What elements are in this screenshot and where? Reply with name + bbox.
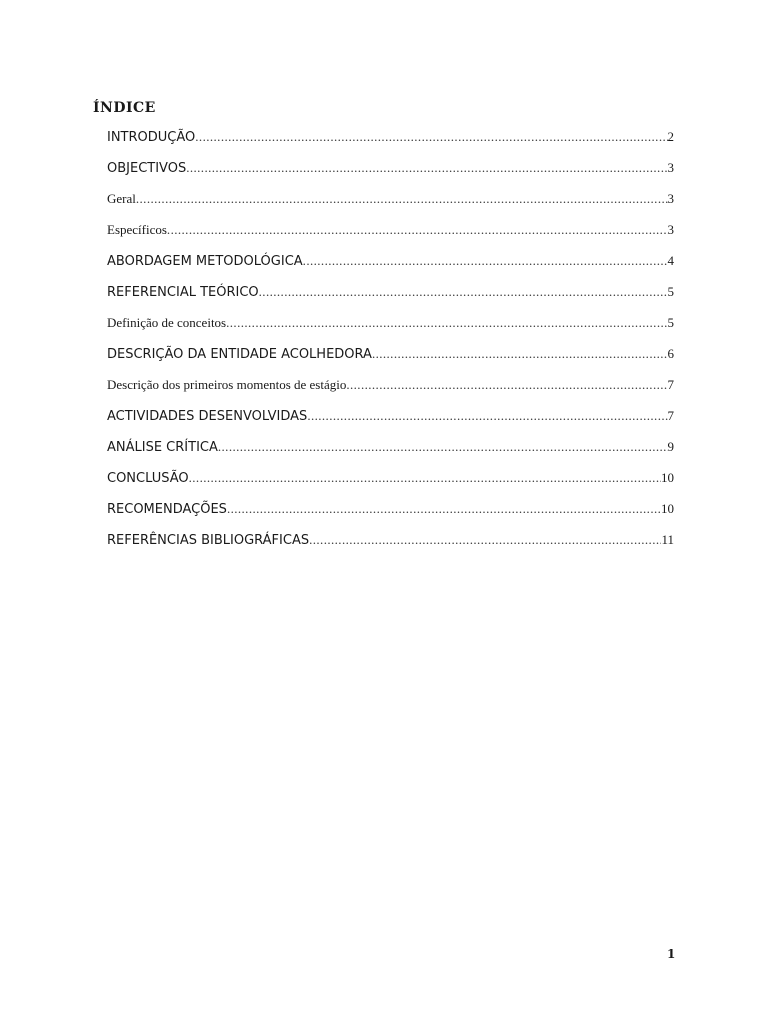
toc-entry-page: 6 — [667, 346, 674, 361]
toc-entry-label: ABORDAGEM METODOLÓGICA — [107, 254, 303, 269]
toc-entry[interactable] — [107, 282, 674, 313]
toc-entry[interactable] — [107, 437, 674, 468]
toc-entry-label: REFERÊNCIAS BIBLIOGRÁFICAS — [107, 533, 310, 548]
toc-entry-label: OBJECTIVOS — [107, 161, 187, 176]
toc-entry[interactable] — [107, 344, 674, 375]
toc-dot-leader — [186, 158, 667, 178]
toc-entry-label: INTRODUÇÃO — [107, 130, 196, 145]
toc-entry-page: 5 — [667, 284, 674, 299]
page-number: 1 — [667, 947, 676, 961]
toc-entry-page: 7 — [667, 408, 674, 423]
toc-entry-label: Definição de conceitos — [107, 315, 227, 330]
toc-entry-label: RECOMENDAÇÕES — [107, 502, 227, 517]
toc-dot-leader — [218, 437, 668, 457]
toc-dot-leader — [189, 468, 661, 488]
toc-dot-leader — [372, 344, 668, 364]
toc-entry[interactable] — [107, 127, 674, 158]
toc-entry-page: 2 — [667, 129, 674, 144]
toc-entry-page: 3 — [667, 191, 674, 206]
toc-entry-page: 4 — [667, 253, 674, 268]
toc-dot-leader — [226, 313, 667, 333]
toc-entry-label: Geral — [107, 191, 136, 206]
toc-entry[interactable] — [107, 158, 674, 189]
toc-entry-page: 5 — [667, 315, 674, 330]
toc-dot-leader — [259, 282, 668, 302]
toc-entry-page: 3 — [667, 160, 674, 175]
toc-entry-page: 10 — [661, 501, 674, 516]
toc-dot-leader — [309, 530, 661, 550]
toc-entry[interactable] — [107, 189, 674, 220]
toc-entry-label: REFERENCIAL TEÓRICO — [107, 285, 259, 300]
toc-entry-label: ACTIVIDADES DESENVOLVIDAS — [107, 409, 308, 424]
toc-dot-leader — [136, 189, 668, 209]
table-of-contents — [107, 127, 674, 561]
toc-dot-leader — [303, 251, 668, 271]
toc-entry-label: Específicos — [107, 222, 167, 237]
toc-dot-leader — [227, 499, 661, 519]
toc-dot-leader — [167, 220, 668, 240]
toc-dot-leader — [307, 406, 667, 426]
toc-entry-page: 11 — [661, 532, 674, 547]
toc-entry[interactable] — [107, 375, 674, 406]
toc-entry-page: 10 — [661, 470, 674, 485]
toc-entry[interactable] — [107, 220, 674, 251]
toc-entry-label: CONCLUSÃO — [107, 471, 189, 486]
toc-entry[interactable] — [107, 468, 674, 499]
toc-entry-label: Descrição dos primeiros momentos de estágio — [107, 377, 347, 392]
toc-entry[interactable] — [107, 406, 674, 437]
toc-entry[interactable] — [107, 313, 674, 344]
toc-entry-page: 7 — [667, 377, 674, 392]
toc-entry-page: 9 — [667, 439, 674, 454]
toc-entry-page: 3 — [667, 222, 674, 237]
toc-entry-label: DESCRIÇÃO DA ENTIDADE ACOLHEDORA — [107, 347, 372, 362]
toc-entry[interactable] — [107, 530, 674, 561]
toc-dot-leader — [346, 375, 667, 395]
toc-entry-label: ANÁLISE CRÍTICA — [107, 440, 218, 455]
toc-entry[interactable] — [107, 499, 674, 530]
toc-heading: ÍNDICE — [93, 100, 156, 116]
toc-dot-leader — [195, 127, 667, 147]
toc-entry[interactable] — [107, 251, 674, 282]
